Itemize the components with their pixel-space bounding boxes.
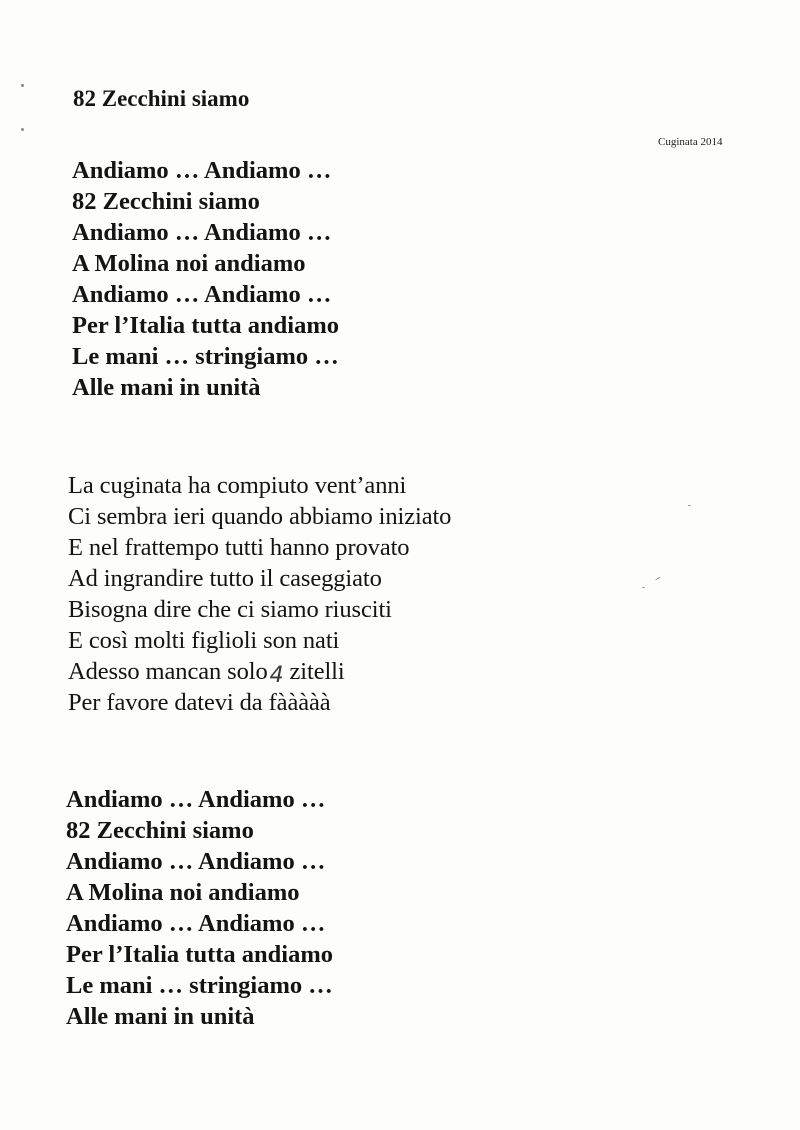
- chorus-line: Andiamo … Andiamo …: [66, 848, 326, 875]
- verse-line: La cuginata ha compiuto vent’anni: [68, 472, 407, 499]
- chorus-line: Per l’Italia tutta andiamo: [72, 312, 339, 339]
- scan-speck: [21, 128, 24, 131]
- verse-line: Ad ingrandire tutto il caseggiato: [68, 565, 382, 592]
- scan-speck: [688, 505, 691, 506]
- chorus-line: A Molina noi andiamo: [66, 879, 300, 906]
- verse-line: Ci sembra ieri quando abbiamo iniziato: [68, 503, 452, 530]
- chorus-line: Andiamo … Andiamo …: [66, 786, 326, 813]
- verse-line: E nel frattempo tutti hanno provato: [68, 534, 410, 561]
- chorus-line: 82 Zecchini siamo: [66, 817, 254, 844]
- verse-line-text: Adesso mancan solo: [68, 658, 268, 685]
- chorus-line: Alle mani in unità: [72, 374, 261, 401]
- chorus-line: 82 Zecchini siamo: [72, 188, 260, 215]
- verse-stanza: [68, 470, 451, 718]
- scan-speck: [21, 84, 24, 87]
- chorus-line: A Molina noi andiamo: [72, 250, 306, 277]
- verse-line-text: zitelli: [289, 658, 345, 685]
- chorus-line: Andiamo … Andiamo …: [72, 157, 332, 184]
- scan-speck: [642, 587, 645, 588]
- chorus-line: Le mani … stringiamo …: [66, 972, 333, 999]
- song-title: 82 Zecchini siamo: [73, 86, 250, 111]
- verse-line: Bisogna dire che ci siamo riusciti: [68, 596, 392, 623]
- chorus-stanza: [72, 155, 339, 403]
- chorus-line: Alle mani in unità: [66, 1003, 255, 1030]
- date-stamp: Cuginata 2014: [658, 136, 723, 148]
- chorus-line: Andiamo … Andiamo …: [72, 219, 332, 246]
- chorus-line: Andiamo … Andiamo …: [66, 910, 326, 937]
- verse-line: E così molti figlioli son nati: [68, 627, 340, 654]
- chorus-line: Per l’Italia tutta andiamo: [66, 941, 333, 968]
- scan-speck: [655, 577, 661, 581]
- chorus-line: Andiamo … Andiamo …: [72, 281, 332, 308]
- chorus-stanza: [66, 784, 333, 1032]
- handwritten-number: 4: [269, 663, 284, 688]
- chorus-line: Le mani … stringiamo …: [72, 343, 339, 370]
- verse-line: [68, 656, 451, 687]
- verse-line: Per favore datevi da fààààà: [68, 689, 331, 716]
